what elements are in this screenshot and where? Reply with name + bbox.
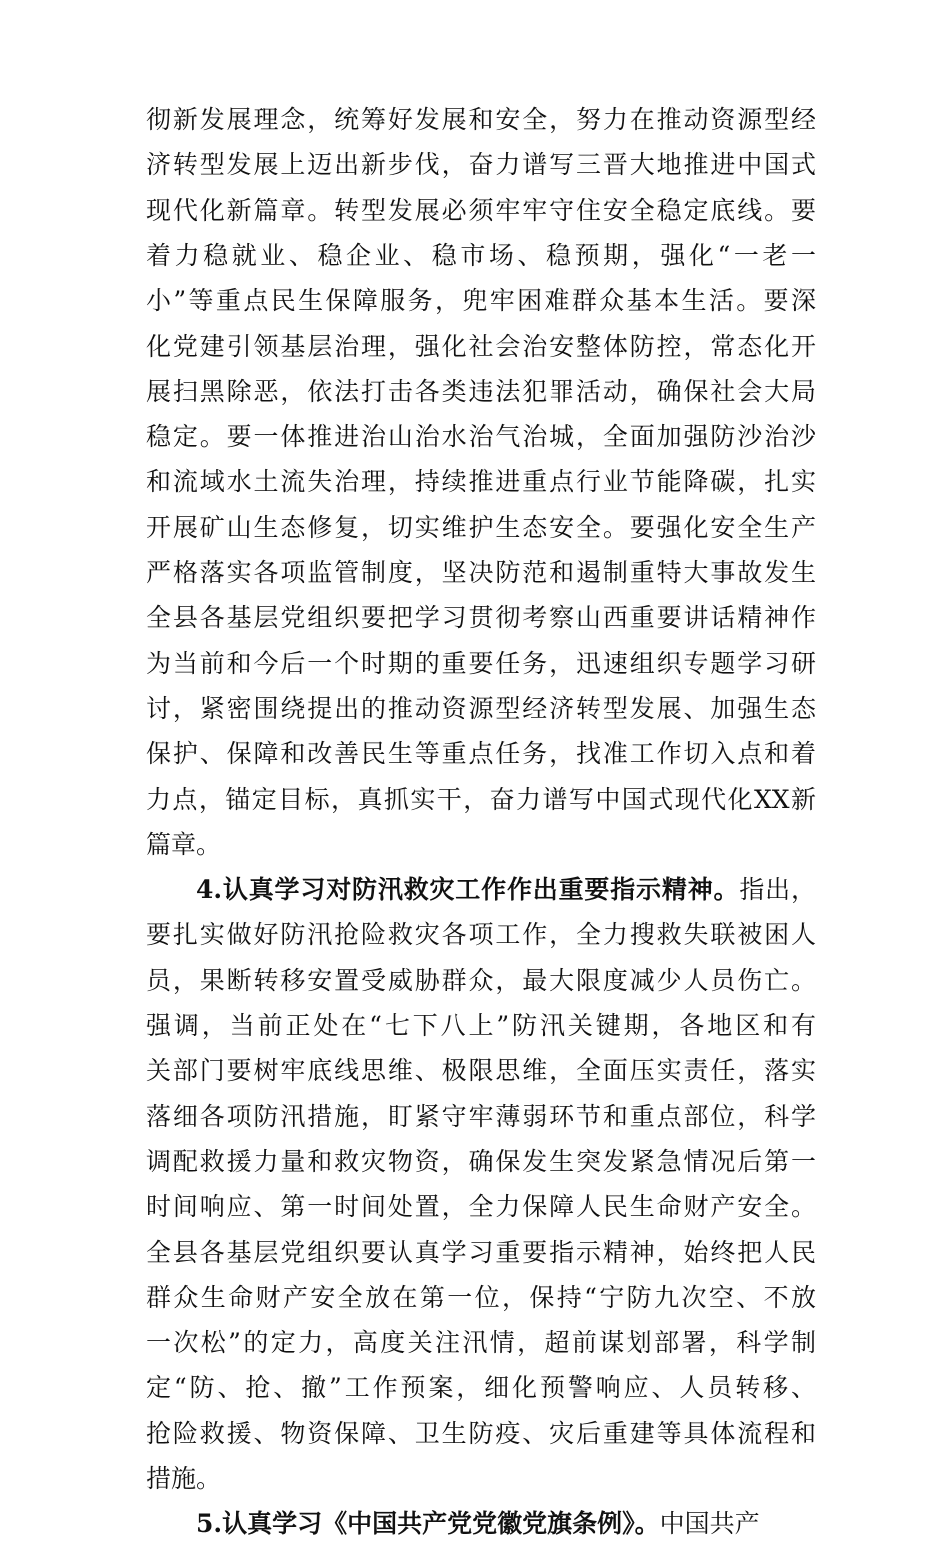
heading-continuation: 指出， xyxy=(739,875,816,905)
text-line: 化党建引领基层治理，强化社会治安整体防控，常态化开 xyxy=(146,331,816,361)
text-line: 严格落实各项监管制度，坚决防范和遏制重特大事故发生 xyxy=(146,558,816,587)
text-line: 关部门要树牢底线思维、极限思维，全面压实责任，落实 xyxy=(146,1056,816,1086)
text-line: 展扫黑除恶，依法打击各类违法犯罪活动，确保社会大局 xyxy=(146,376,816,406)
text-line: 抢险救援、物资保障、卫生防疫、灾后重建等具体流程和 xyxy=(146,1418,816,1448)
text-line: 调配救援力量和救灾物资，确保发生突发紧急情况后第一 xyxy=(146,1146,816,1176)
section-heading: 5.认真学习《中国共产党党徽党旗条例》。 xyxy=(196,1509,660,1539)
text-line: 稳定。要一体推进治山治水治气治城，全面加强防沙治沙 xyxy=(146,422,816,452)
text-line: 开展矿山生态修复，切实维护生态安全。要强化安全生产 xyxy=(146,512,816,542)
text-line: 彻新发展理念，统筹好发展和安全，努力在推动资源型经 xyxy=(146,105,816,134)
heading-continuation: 中国共产 xyxy=(659,1509,760,1539)
text-line: 篇章。 xyxy=(146,829,222,859)
section-heading-line xyxy=(196,1504,816,1544)
text-line: 和流域水土流失治理，持续推进重点行业节能降碳，扎实 xyxy=(146,467,816,497)
text-line: 要扎实做好防汛抢险救灾各项工作，全力搜救失联被困人 xyxy=(146,920,816,950)
text-line: 落细各项防汛措施，盯紧守牢薄弱环节和重点部位，科学 xyxy=(146,1101,816,1131)
text-line: 强调，当前正处在“七下八上”防汛关键期，各地区和有 xyxy=(146,1011,816,1040)
text-line: 时间响应、第一时间处置，全力保障人民生命财产安全。 xyxy=(146,1192,816,1222)
text-line: 措施。 xyxy=(146,1464,222,1493)
text-line: 员，果断转移安置受威胁群众，最大限度减少人员伤亡。 xyxy=(146,965,816,995)
section-heading-line xyxy=(196,870,816,910)
text-line: 力点，锚定目标，真抓实干，奋力谱写中国式现代化XX新 xyxy=(146,784,816,814)
text-line: 小”等重点民生保障服务，兜牢困难群众基本生活。要深 xyxy=(146,286,816,316)
text-line: 全县各基层党组织要把学习贯彻考察山西重要讲话精神作 xyxy=(146,603,816,633)
text-line: 保护、保障和改善民生等重点任务，找准工作切入点和着 xyxy=(146,739,816,769)
text-line: 群众生命财产安全放在第一位，保持“宁防九次空、不放 xyxy=(146,1282,816,1312)
text-line: 全县各基层党组织要认真学习重要指示精神，始终把人民 xyxy=(146,1237,816,1267)
text-line: 现代化新篇章。转型发展必须牢牢守住安全稳定底线。要 xyxy=(146,195,816,225)
text-line: 讨，紧密围绕提出的推动资源型经济转型发展、加强生态 xyxy=(146,693,816,723)
text-line: 为当前和今后一个时期的重要任务，迅速组织专题学习研 xyxy=(146,648,816,678)
text-line: 济转型发展上迈出新步伐，奋力谱写三晋大地推进中国式 xyxy=(146,150,816,180)
section-heading: 4.认真学习对防汛救灾工作作出重要指示精神。 xyxy=(196,875,740,905)
text-line: 定“防、抢、撤”工作预案，细化预警响应、人员转移、 xyxy=(146,1373,816,1403)
text-line: 着力稳就业、稳企业、稳市场、稳预期，强化“一老一 xyxy=(146,240,816,270)
text-line: 一次松”的定力，高度关注汛情，超前谋划部署，科学制 xyxy=(146,1328,816,1358)
